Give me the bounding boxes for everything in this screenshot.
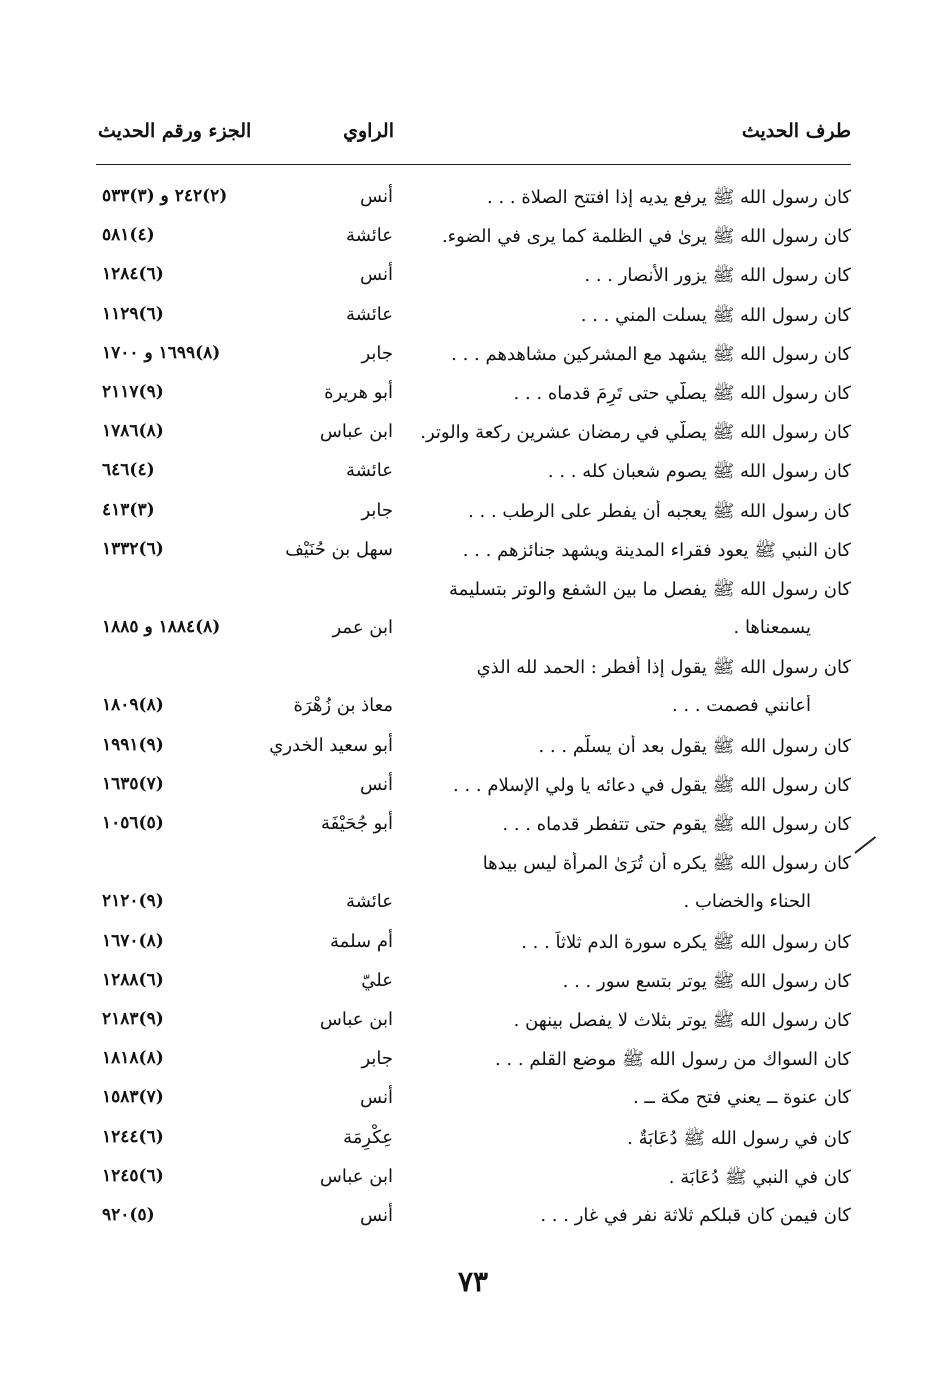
narrator: أنس [360,186,393,207]
hadith-index-table [96,180,851,1238]
header-narrator: الراوي [343,120,394,142]
hadith-text: كان في رسول الله ﷺ دُعَابَةٌ . [627,1127,851,1149]
volume-hadith-number: (٩)٢١٢٠ [102,891,164,912]
table-header [96,120,851,154]
table-row [96,533,851,572]
volume-hadith-number: (٨)١٦٧٠ [102,930,164,951]
table-row [96,768,851,807]
narrator: ابن عباس [319,1165,393,1187]
volume-hadith-number: (٩)٢١١٧ [102,381,164,402]
volume-hadith-number: (٥)٩٢٠ [102,1204,155,1225]
narrator: جابر [361,1048,393,1070]
narrator: جابر [361,499,393,521]
margin-pencil-mark [854,836,876,854]
volume-hadith-number: (٨)١٦٩٩ و ١٧٠٠ [102,342,221,363]
hadith-text: كان رسول الله ﷺ يصوم شعبان كله . . . [547,461,851,483]
hadith-text: كان رسول الله ﷺ يقول في دعائه يا ولي الإسلام . . . [453,774,851,796]
table-row [96,415,851,454]
hadith-text: كان رسول الله ﷺ يقوم حتى تتفطر قدماه . . . [502,814,851,835]
table-row [96,964,851,1003]
hadith-text: كان رسول الله ﷺ يسلت المني . . . [580,304,851,326]
volume-hadith-number: (٩)١٩٩١ [102,734,164,755]
hadith-text: كان رسول الله ﷺ يرفع يديه إذا افتتح الصلاة . . . [487,187,851,208]
hadith-text: كان النبي ﷺ يعود فقراء المدينة ويشهد جنائزهم . . . [462,539,851,561]
table-row [96,298,851,337]
narrator: عائشة [346,225,393,247]
volume-hadith-number: (٧)١٥٨٣ [102,1087,164,1108]
narrator: أنس [360,1204,393,1226]
table-row [96,258,851,297]
hadith-text: كان رسول الله ﷺ يشهد مع المشركين مشاهدهم . . . [451,343,851,365]
volume-hadith-number: (٨)١٨٨٤ و ١٨٨٥ [102,617,221,638]
narrator: أنس [360,773,393,795]
hadith-text: كان رسول الله ﷺ يقول إذا أفطر : الحمد لله الذي [476,657,851,679]
volume-hadith-number: (٢)٢٤٢ و (٣)٥٣٣ [102,186,228,206]
volume-hadith-number: (٦)١٣٣٢ [102,538,164,559]
header-reference: الجزء ورقم الحديث [98,120,252,142]
table-row [96,376,851,415]
volume-hadith-number: (٨)١٨٠٩ [102,695,164,716]
volume-hadith-number: (٣)٤١٣ [102,499,155,520]
volume-hadith-number: (٨)١٨١٨ [102,1048,164,1069]
table-row [96,1003,851,1042]
volume-hadith-number: (٩)٢١٨٣ [102,1008,164,1029]
header-hadith: طرف الحديث [741,120,851,142]
table-row [96,494,851,533]
table-row [96,1199,851,1238]
table-row [96,337,851,376]
volume-hadith-number: (٧)١٦٣٥ [102,773,164,794]
hadith-text: كان السواك من رسول الله ﷺ موضع القلم . . . [494,1049,851,1071]
hadith-text: كان رسول الله ﷺ يوتر بتسع سور . . . [562,970,851,992]
narrator: ابن عباس [319,1008,393,1030]
narrator: ابن عمر [332,617,393,639]
narrator: عليّ [361,969,393,991]
narrator: أبو جُحَيْفَة [321,813,393,834]
table-row [96,219,851,258]
header-divider [96,164,851,165]
hadith-text: أعانني فصمت . . . [671,695,811,717]
narrator: جابر [361,342,393,364]
hadith-text: كان عنوة ــ يعني فتح مكة ــ . [632,1087,851,1109]
table-row [96,180,851,219]
narrator: أبو هريرة [324,381,393,403]
table-row [96,807,851,846]
table-row [96,1121,851,1160]
narrator: أنس [360,264,393,286]
hadith-text: يسمعناها . [733,617,811,639]
table-row [96,1081,851,1120]
table-row [96,650,851,689]
narrator: عائشة [346,891,393,913]
table-row [96,885,851,924]
table-row [96,729,851,768]
table-row [96,572,851,611]
hadith-text: كان رسول الله ﷺ يصلّي في رمضان عشرين ركعة والوتر. [420,422,851,444]
volume-hadith-number: (٦)١٢٨٨ [102,969,164,990]
hadith-text: كان رسول الله ﷺ يصلّي حتى تَرِمَ قدماه . . . [513,382,851,404]
hadith-text: كان رسول الله ﷺ يعجبه أن يفطر على الرطب . . . [468,500,851,522]
page-number: ٧٣ [457,1265,489,1298]
table-row [96,1042,851,1081]
hadith-text: كان رسول الله ﷺ يفصل ما بين الشفع والوتر بتسليمة [449,578,851,600]
table-row [96,846,851,885]
volume-hadith-number: (٦)١٢٤٥ [102,1165,164,1186]
narrator: عِكْرِمَة [343,1126,393,1148]
table-row [96,689,851,728]
table-row [96,611,851,650]
table-row [96,925,851,964]
hadith-text: كان رسول الله ﷺ يقول بعد أن يسلّم . . . [538,735,851,757]
narrator: معاذ بن زُهْرَة [293,695,393,717]
volume-hadith-number: (٦)١٢٤٤ [102,1126,164,1147]
narrator: أنس [360,1087,393,1109]
volume-hadith-number: (٨)١٧٨٦ [102,421,164,442]
hadith-text: كان رسول الله ﷺ يرىٰ في الظلمة كما يرى في الضوء. [441,226,851,248]
volume-hadith-number: (٥)١٠٥٦ [102,813,164,833]
volume-hadith-number: (٦)١٢٨٤ [102,264,164,285]
hadith-text: كان في النبي ﷺ دُعَابَة . [668,1166,851,1188]
narrator: ابن عباس [319,421,393,443]
table-row [96,1160,851,1199]
narrator: أم سلمة [330,930,393,952]
hadith-text: كان رسول الله ﷺ يزور الأنصار . . . [584,265,851,287]
volume-hadith-number: (٤)٦٤٦ [102,460,155,481]
hadith-text: كان رسول الله ﷺ يكره أن تُرَىٰ المرأة ليس بيدها [482,853,851,875]
narrator: عائشة [346,460,393,482]
hadith-text: الحناء والخضاب . [683,891,811,913]
table-row [96,454,851,493]
narrator: سهل بن حُنَيْف [285,538,393,560]
narrator: أبو سعيد الخدري [269,734,393,756]
volume-hadith-number: (٤)٥٨١ [102,225,155,246]
hadith-text: كان رسول الله ﷺ يوتر بثلاث لا يفصل بينهن . [513,1009,851,1031]
hadith-text: كان رسول الله ﷺ يكره سورة الدم ثلاثاً . . . [521,931,851,953]
hadith-text: كان فيمن كان قبلكم ثلاثة نفر في غار . . . [540,1204,851,1226]
narrator: عائشة [346,303,393,325]
volume-hadith-number: (٦)١١٢٩ [102,303,164,324]
